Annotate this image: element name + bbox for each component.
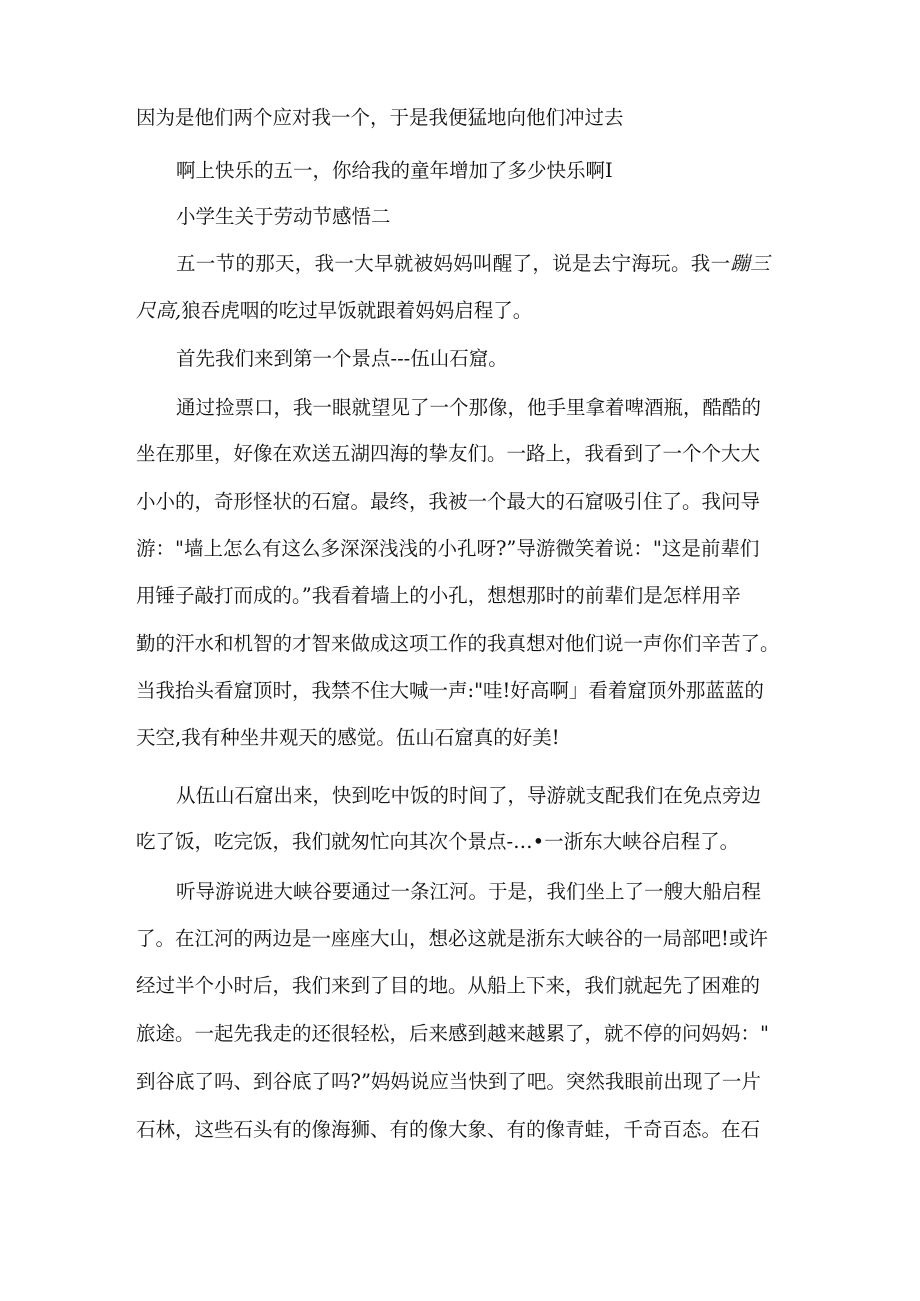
text-span: 五一节的那天，我一大早就被妈妈叫醒了，说是去宁海玩。我一 [176,252,731,275]
text-line: 游："墙上怎么有这么多深深浅浅的小孔呀?”导游微笑着说："这是前辈们 [136,537,760,560]
text-line: 勤的汗水和机智的才智来做成这项工作的我真想对他们说一声你们辛苦了。 [136,632,780,655]
text-line: 经过半个小时后，我们来到了目的地。从船上下来，我们就起先了困难的 [136,974,761,997]
text-line: 旅途。一起先我走的还很轻松，后来感到越来越累了，就不停的问妈妈：" [136,1022,769,1045]
text-line: 当我抬头看窟顶时，我禁不住大喊一声:"哇!好高啊」看着窟顶外那蓝蓝的 [136,679,764,702]
text-line: 天空,我有种坐井观天的感觉。伍山石窟真的好美! [136,726,560,749]
text-line: 坐在那里，好像在欢送五湖四海的挚友们。一路上，我看到了一个个大大 [136,442,761,465]
text-line: 听导游说进大峡谷要通过一条江河。于是，我们坐上了一艘大船启程 [176,880,762,903]
text-line: 吃了饭，吃完饭，我们就匆忙向其次个景点-…•一浙东大峡谷启程了。 [136,830,740,853]
text-line [136,297,532,325]
text-line: 石林，这些石头有的像海狮、有的像大象、有的像青蛙，千奇百态。在石 [136,1118,761,1141]
text-line: 用锤子敲打而成的。”我看着墙上的小孔，想想那时的前辈们是怎样用辛 [136,584,741,607]
italic-text-span: 蹦三 [730,252,771,275]
text-line: 了。在江河的两边是一座座大山，想必这就是浙东大峡谷的一局部吧!或许 [136,927,768,950]
text-line [176,250,770,278]
text-span: 狼吞虎咽的吃过早饭就跟着妈妈启程了。 [181,299,533,322]
italic-text-span: 尺高, [136,299,182,322]
text-line: 到谷底了吗、到谷底了吗?”妈妈说应当快到了吧。突然我眼前出现了一片 [136,1070,761,1093]
section-heading: 小学生关于劳动节感悟二 [176,205,391,228]
text-line: 啊上快乐的五一，你给我的童年增加了多少快乐啊I [176,159,613,182]
text-line: 首先我们来到第一个景点---伍山石窟。 [176,347,508,370]
text-line: 因为是他们两个应对我一个，于是我便猛地向他们冲过去 [136,106,624,129]
text-line: 小小的，奇形怪状的石窟。最终，我被一个最大的石窟吸引住了。我问导 [136,490,761,513]
text-line: 通过捡票口，我一眼就望见了一个那像，他手里拿着啤酒瓶，酷酷的 [176,396,762,419]
text-line: 从伍山石窟出来，快到吃中饭的时间了，导游就支配我们在免点旁边 [176,784,762,807]
